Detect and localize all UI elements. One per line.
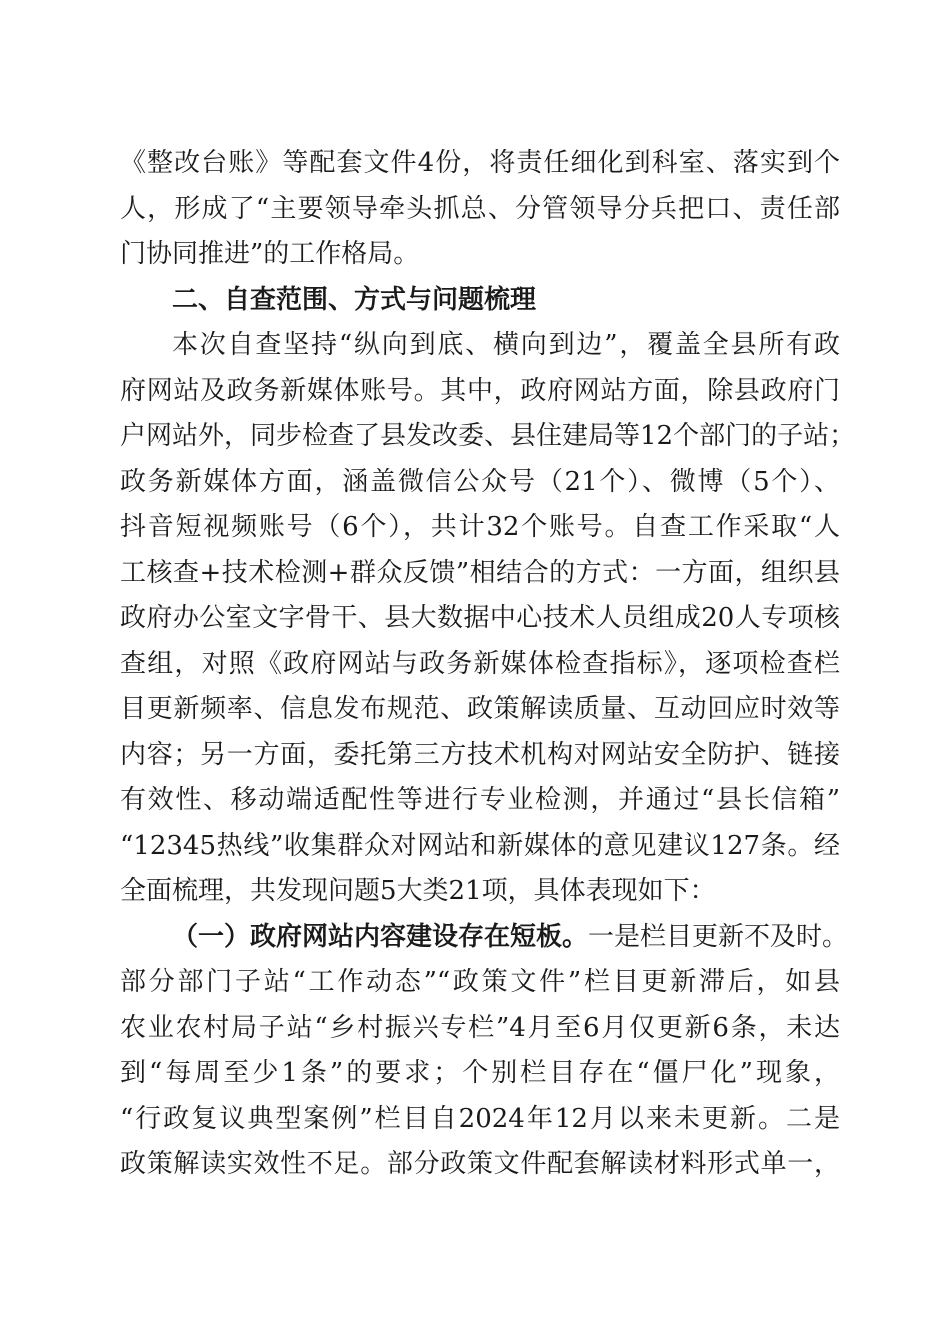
paragraph-line: 府网站及政务新媒体账号。其中，政府网站方面，除县政府门 bbox=[120, 375, 840, 406]
paragraph-line: 政策解读实效性不足。部分政策文件配套解读材料形式单一， bbox=[120, 1149, 840, 1179]
paragraph-line: 目更新频率、信息发布规范、政策解读质量、互动回应时效等 bbox=[120, 694, 840, 724]
subsection-lead: 一是栏目更新不及时。 bbox=[588, 921, 849, 952]
subsection-heading: （一）政府网站内容建设存在短板。 bbox=[172, 921, 589, 952]
paragraph-line: 本次自查坚持“纵向到底、横向到边”，覆盖全县所有政 bbox=[172, 330, 840, 360]
paragraph-line: 部分部门子站“工作动态”“政策文件”栏目更新滞后，如县 bbox=[120, 967, 840, 997]
document-body bbox=[120, 141, 856, 1188]
paragraph-line: “12345热线”收集群众对网站和新媒体的意见建议127条。经 bbox=[120, 830, 840, 861]
paragraph-line: “行政复议典型案例”栏目自2024年12月以来未更新。二是 bbox=[120, 1103, 840, 1134]
paragraph-line: 农业农村局子站“乡村振兴专栏”4月至6月仅更新6条，未达 bbox=[120, 1012, 840, 1043]
paragraph-line: 全面梳理，共发现问题5大类21项，具体表现如下： bbox=[120, 876, 716, 906]
paragraph-line: 政务新媒体方面，涵盖微信公众号（21个）、微博（5个）、 bbox=[120, 466, 840, 497]
paragraph-line: 《整改台账》等配套文件4份，将责任细化到科室、落实到个 bbox=[120, 148, 840, 178]
paragraph-line: 工核查+技术检测+群众反馈”相结合的方式：一方面，组织县 bbox=[120, 557, 840, 588]
paragraph-line: 查组，对照《政府网站与政务新媒体检查指标》，逐项检查栏 bbox=[120, 648, 840, 679]
paragraph-line: 户网站外，同步检查了县发改委、县住建局等12个部门的子站； bbox=[120, 421, 856, 451]
subsection-line bbox=[120, 915, 849, 961]
paragraph-line: 人，形成了“主要领导牵头抓总、分管领导分兵把口、责任部 bbox=[120, 193, 840, 224]
section-heading: 二、自查范围、方式与问题梳理 bbox=[172, 284, 537, 315]
paragraph-line: 有效性、移动端适配性等进行专业检测，并通过“县长信箱” bbox=[120, 785, 840, 815]
paragraph-line: 到“每周至少1条”的要求；个别栏目存在“僵尸化”现象， bbox=[120, 1058, 840, 1088]
paragraph-line: 政府办公室文字骨干、县大数据中心技术人员组成20人专项核 bbox=[120, 603, 840, 633]
paragraph-line: 抖音短视频账号（6个），共计32个账号。自查工作采取“人 bbox=[120, 512, 840, 542]
paragraph-line: 门协同推进”的工作格局。 bbox=[120, 239, 420, 269]
paragraph-line: 内容；另一方面，委托第三方技术机构对网站安全防护、链接 bbox=[120, 739, 840, 770]
